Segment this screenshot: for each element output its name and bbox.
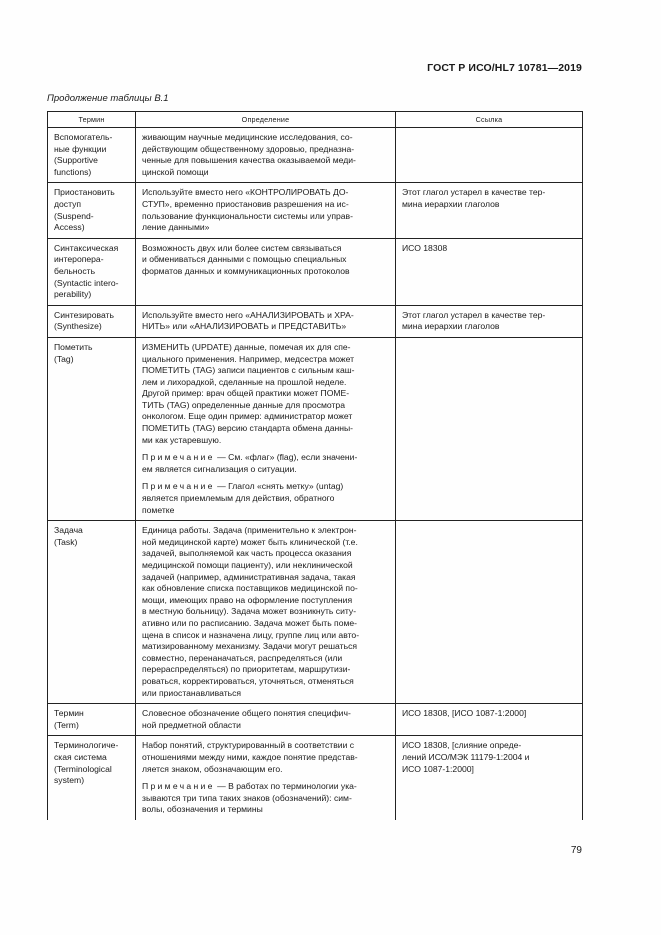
reference-line: мина иерархии глаголов	[402, 321, 500, 332]
term-cell	[48, 337, 136, 520]
definition-line: Набор понятий, структурированный в соответствии с	[142, 740, 355, 751]
reference-line: Этот глагол устарел в качестве тер-	[402, 309, 546, 320]
term-line: интеропера-	[54, 254, 104, 265]
table-row	[48, 305, 583, 337]
definition-cell	[136, 704, 396, 736]
table-header-row	[48, 112, 583, 128]
column-header-reference: Ссылка	[396, 112, 583, 128]
term-cell	[48, 704, 136, 736]
definition-line: ИЗМЕНИТЬ (UPDATE) данные, помечая их для спе-	[142, 341, 351, 352]
definition-line: медицинской помощи пациенту), или неклинической	[142, 560, 353, 570]
definition-cell	[136, 238, 396, 305]
definition-line: живающим научные медицинские исследования, со-	[142, 132, 353, 142]
note-label: Примечание	[142, 452, 215, 463]
definition-line: перераспределяться) по приоритетам, маршрутизи-	[142, 664, 351, 675]
note-line: — См. «флаг» (flag), если значени-	[217, 452, 358, 463]
document-code: ГОСТ Р ИСО/HL7 10781—2019	[427, 62, 582, 74]
note-label: Примечание	[142, 781, 215, 792]
definition-line: Словесное обозначение общего понятия специфич-	[142, 708, 351, 719]
term-line: (Term)	[54, 719, 79, 730]
definition-line: как обновление списка поставщиков медицинской по-	[142, 583, 358, 594]
term-line: Задача	[54, 525, 83, 536]
definition-line: ной предметной области	[142, 719, 241, 730]
term-line: (Terminological	[54, 763, 112, 774]
term-line: Терминологиче-	[54, 740, 119, 751]
definition-line: или приостанавливаться	[142, 687, 242, 698]
page-number: 79	[570, 845, 582, 856]
term-line: ская система	[54, 751, 107, 762]
definition-line: задачей (например, административная задача, такая	[142, 571, 356, 582]
definition-line: Другой пример: врач общей практики может ПОМЕ-	[142, 388, 350, 399]
table-row	[48, 704, 583, 736]
table-row	[48, 183, 583, 238]
reference-cell	[396, 305, 583, 337]
definition-line: Возможность двух или более систем связываться	[142, 242, 342, 253]
note	[142, 452, 390, 475]
term-line: (Suspend-	[54, 210, 94, 221]
term-line: Синтаксическая	[54, 242, 119, 253]
note-line: — Глагол «снять метку» (untag)	[217, 481, 344, 492]
reference-line: Этот глагол устарел в качестве тер-	[402, 187, 546, 198]
table-row	[48, 736, 583, 820]
definition-line: совместно, перенаначаться, распределяться (или	[142, 652, 343, 663]
table-row	[48, 521, 583, 704]
definition-line: Используйте вместо него «КОНТРОЛИРОВАТЬ ДО-	[142, 187, 349, 198]
definition-line: лем и лихорадкой, сделанные на прошлой неделе.	[142, 376, 347, 387]
note-line: пометке	[142, 504, 175, 515]
definition-line: ление данными»	[142, 222, 210, 233]
definition-line: мощи, имеющих право на оформление поступления	[142, 594, 353, 605]
term-line: бельность	[54, 265, 96, 276]
definition-line: циального применения. Например, медсестра может	[142, 353, 355, 364]
definition-line: НИТЬ» или «АНАЛИЗИРОВАТЬ и ПРЕДСТАВИТЬ»	[142, 321, 347, 332]
definition-line: задачей, выполняемой как часть процесса оказания	[142, 548, 352, 559]
definition-line: ПОМЕТИТЬ (TAG) версию стандарта обмена данны-	[142, 423, 354, 434]
column-header-definition: Определение	[136, 112, 396, 128]
reference-line: ИСО 18308, [ИСО 1087-1:2000]	[402, 708, 527, 719]
reference-line: лений ИСО/МЭК 11179-1:2004 и	[402, 751, 530, 762]
table-row	[48, 337, 583, 520]
definition-line: действующим общественному здоровью, предназна-	[142, 143, 355, 154]
definition-line: Используйте вместо него «АНАЛИЗИРОВАТЬ и ХРА-	[142, 309, 354, 320]
term-line: (Synthesize)	[54, 321, 102, 332]
definition-line: ТИТЬ (TAG) определенные данные для просмотра	[142, 399, 345, 410]
term-line: ные функции	[54, 143, 107, 154]
term-cell	[48, 521, 136, 704]
reference-line: ИСО 18308	[402, 242, 448, 253]
reference-line: мина иерархии глаголов	[402, 198, 500, 209]
note-label: Примечание	[142, 481, 215, 492]
reference-line: ИСО 1087-1:2000]	[402, 763, 474, 774]
definition-line: матизированному механизму. Задачи могут решаться	[142, 641, 358, 652]
definition-line: и обмениваться данными с помощью специальных	[142, 254, 347, 265]
definition-line: цинской помощи	[142, 166, 209, 177]
term-line: Пометить	[54, 341, 93, 352]
term-line: Синтезировать	[54, 309, 114, 320]
term-line: (Syntactic intero-	[54, 277, 119, 288]
note	[142, 481, 390, 516]
definition-line: в местную больницу). Задача может возникнуть ситу-	[142, 606, 357, 617]
definition-line: ативно или по расписанию. Задача может быть поме-	[142, 617, 358, 628]
term-line: perability)	[54, 289, 92, 300]
term-line: system)	[54, 775, 85, 786]
reference-line: ИСО 18308, [слияние опреде-	[402, 740, 522, 751]
note-line: волы, обозначения и термины	[142, 804, 263, 815]
term-line: Термин	[54, 708, 84, 719]
reference-cell	[396, 238, 583, 305]
definition-line: отношениями между ними, каждое понятие представ-	[142, 751, 358, 762]
definition-line: ченные для повышения качества оказываемой меди-	[142, 155, 356, 166]
definition-line: Единица работы. Задача (применительно к электрон-	[142, 525, 357, 536]
term-line: Вспомогатель-	[54, 132, 113, 142]
definition-line: ПОМЕТИТЬ (TAG) записи пациентов с сильным каш-	[142, 365, 355, 376]
definition-line: онкологом. Еще один пример: администратор может	[142, 411, 353, 422]
term-line: functions)	[54, 166, 92, 177]
definition-cell	[136, 183, 396, 238]
term-cell	[48, 305, 136, 337]
definition-line: щена в список и назначена лицу, группе лиц или авто-	[142, 629, 360, 640]
definition-line: роваться, корректироваться, уточняться, отменяться	[142, 675, 354, 686]
table-row	[48, 128, 583, 183]
definition-line: пользование функциональности системы или управ-	[142, 210, 353, 221]
reference-cell	[396, 704, 583, 736]
definition-cell	[136, 337, 396, 520]
definition-cell	[136, 736, 396, 820]
term-line: Access)	[54, 222, 85, 233]
definition-line: ми как устаревшую.	[142, 434, 222, 445]
note-line: зываются три типа таких знаков (обозначений): сим-	[142, 792, 352, 803]
definition-cell	[136, 521, 396, 704]
terms-table	[47, 111, 583, 820]
definition-line: СТУП», временно приостановив разрешения на ис-	[142, 198, 349, 209]
reference-cell	[396, 183, 583, 238]
table-caption: Продолжение таблицы В.1	[47, 93, 169, 104]
term-cell	[48, 736, 136, 820]
term-line: (Task)	[54, 536, 78, 547]
reference-cell	[396, 736, 583, 820]
definition-line: форматов данных и коммуникационных протоколов	[142, 265, 350, 276]
term-line: (Tag)	[54, 353, 74, 364]
definition-cell	[136, 305, 396, 337]
table-row	[48, 238, 583, 305]
term-line: (Supportive	[54, 155, 98, 166]
definition-cell	[136, 128, 396, 183]
definition-line: ляется знаком, обозначающим его.	[142, 763, 283, 774]
term-line: Приостановить	[54, 187, 115, 198]
term-cell	[48, 183, 136, 238]
reference-cell	[396, 128, 583, 183]
reference-cell	[396, 521, 583, 704]
definition-line: ной медицинской карте) может быть клинической (т.е.	[142, 536, 358, 547]
note	[142, 781, 390, 816]
note-line: ем является сигнализация о ситуации.	[142, 463, 297, 474]
term-cell	[48, 238, 136, 305]
reference-cell	[396, 337, 583, 520]
column-header-term: Термин	[48, 112, 136, 128]
term-cell	[48, 128, 136, 183]
note-line: — В работах по терминологии ука-	[217, 781, 357, 792]
note-line: является приемлемым для действия, обратного	[142, 493, 335, 504]
term-line: доступ	[54, 198, 82, 209]
